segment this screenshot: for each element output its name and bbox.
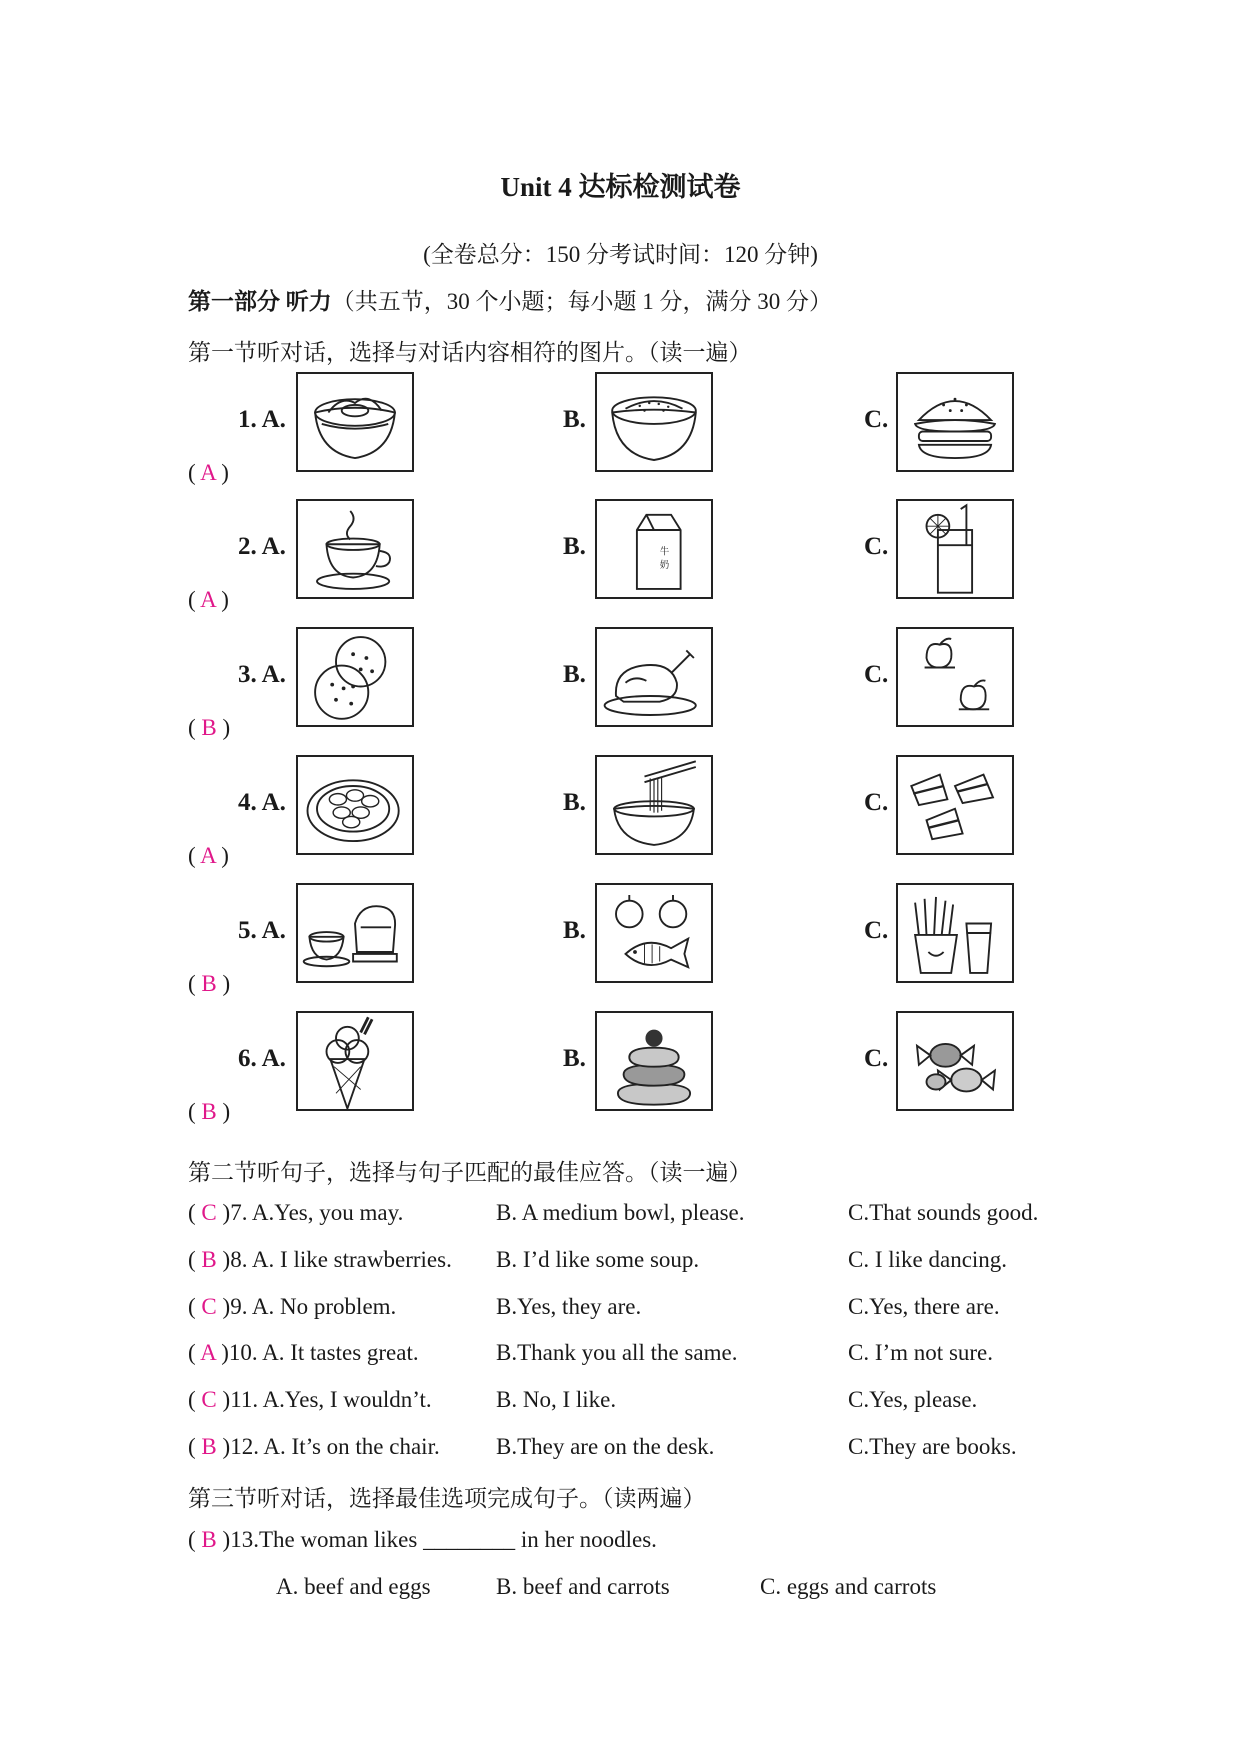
- paren-close: ): [216, 1387, 231, 1413]
- paren-close: ): [215, 460, 229, 485]
- option-13-b: B. beef and carrots: [496, 1574, 670, 1599]
- paren-close: ): [216, 1293, 231, 1319]
- question-13-stem: 13.The woman likes ________ in her noodles.: [230, 1527, 657, 1552]
- option-6-b-label: B.: [563, 1045, 586, 1072]
- paren-open: (: [188, 1099, 202, 1124]
- oranges-and-fish-icon: [595, 883, 713, 983]
- section3-heading: 第三节听对话，选择最佳选项完成句子。（读两遍）: [188, 1486, 706, 1511]
- dumplings-icon: [296, 755, 414, 855]
- paren-close: ): [215, 843, 229, 868]
- answer-5: B: [201, 971, 217, 996]
- paren-open: (: [188, 843, 201, 868]
- tea-and-bread-icon: [296, 883, 414, 983]
- paren-close: ): [216, 1527, 231, 1552]
- option-3-b-label: B.: [563, 661, 586, 688]
- milk-carton-icon: [595, 499, 713, 599]
- answer-6: B: [201, 1099, 217, 1124]
- sandwiches-icon: [896, 755, 1014, 855]
- answer-slot-2: [188, 587, 229, 613]
- option-a: 11. A.Yes, I wouldn’t.: [230, 1387, 432, 1413]
- option-7-b: B. A medium bowl, please.: [496, 1200, 745, 1225]
- answer-10: A: [200, 1340, 216, 1366]
- option-7-c: C.That sounds good.: [848, 1200, 1039, 1225]
- answer-11: C: [201, 1387, 217, 1413]
- svg-text:牛: 牛: [659, 546, 670, 558]
- ice-cream-icon: [296, 1011, 414, 1111]
- page-title: Unit 4 达标检测试卷: [500, 172, 741, 202]
- paren-open: (: [188, 1434, 202, 1459]
- noodles-chopsticks-icon: [595, 755, 713, 855]
- svg-text:奶: 奶: [659, 560, 670, 571]
- answer-slot-1: [188, 460, 229, 486]
- question-9: [188, 1294, 396, 1320]
- paren-open: (: [188, 1293, 202, 1319]
- paren-open: (: [188, 1340, 201, 1366]
- candies-icon: [896, 1011, 1014, 1111]
- paren-close: ): [216, 1434, 231, 1459]
- question-6-number: 6. A.: [238, 1045, 286, 1072]
- question-3-number: 3. A.: [238, 661, 286, 688]
- paren-open: (: [188, 1246, 202, 1272]
- option-8-b: B. I’d like some soup.: [496, 1246, 700, 1272]
- answer-3: B: [201, 715, 217, 740]
- option-a: 9. A. No problem.: [230, 1293, 397, 1319]
- option-9-b: B.Yes, they are.: [496, 1293, 642, 1319]
- paren-open: (: [188, 1527, 202, 1552]
- answer-8: B: [201, 1246, 217, 1272]
- section2-heading: 第二节听句子，选择与句子匹配的最佳应答。（读一遍）: [188, 1160, 752, 1185]
- option-4-b-label: B.: [563, 789, 586, 816]
- option-4-c-label: C.: [864, 789, 889, 816]
- roast-chicken-icon: [595, 627, 713, 727]
- answer-7: C: [201, 1200, 217, 1225]
- part1-heading: [188, 283, 832, 316]
- option-12-b: B.They are on the desk.: [496, 1434, 715, 1459]
- paren-close: ): [216, 1246, 231, 1272]
- option-3-c-label: C.: [864, 661, 889, 688]
- answer-slot-5: [188, 971, 230, 997]
- option-11-b: B. No, I like.: [496, 1387, 617, 1413]
- option-5-b-label: B.: [563, 917, 586, 944]
- fries-and-drink-icon: [896, 883, 1014, 983]
- option-a: 8. A. I like strawberries.: [230, 1246, 452, 1272]
- part1-desc: （共五节，30 个小题；每小题 1 分，满分 30 分）: [331, 289, 832, 314]
- option-a: 12. A. It’s on the chair.: [230, 1434, 440, 1459]
- answer-2: A: [200, 587, 216, 612]
- rice-bowl-icon: [595, 372, 713, 472]
- option-1-c-label: C.: [864, 406, 889, 433]
- option-11-c: C.Yes, please.: [848, 1387, 978, 1413]
- option-a: 10. A. It tastes great.: [228, 1340, 419, 1366]
- peaches-icon: [896, 627, 1014, 727]
- noodle-bowl-icon: [296, 372, 414, 472]
- cake-icon: [595, 1011, 713, 1111]
- exam-info: (全卷总分：150 分考试时间：120 分钟): [423, 242, 818, 267]
- paren-close: ): [216, 1099, 231, 1124]
- paren-close: ): [216, 971, 231, 996]
- question-12: [188, 1434, 440, 1460]
- question-11: [188, 1387, 432, 1413]
- paren-open: (: [188, 971, 202, 996]
- option-1-b-label: B.: [563, 406, 586, 433]
- answer-1: A: [200, 460, 216, 485]
- question-10: [188, 1340, 419, 1366]
- hamburger-icon: [896, 372, 1014, 472]
- question-2-number: 2. A.: [238, 533, 286, 560]
- option-2-b-label: B.: [563, 533, 586, 560]
- paren-open: (: [188, 460, 201, 485]
- question-13: [188, 1527, 657, 1553]
- paren-open: (: [188, 1200, 202, 1225]
- section1-heading: 第一节听对话，选择与对话内容相符的图片。（读一遍）: [188, 340, 752, 365]
- option-a: 7. A.Yes, you may.: [230, 1200, 404, 1225]
- answer-slot-6: [188, 1099, 230, 1125]
- answer-4: A: [200, 843, 216, 868]
- cookies-icon: [296, 627, 414, 727]
- tea-cup-icon: [296, 499, 414, 599]
- option-10-b: B.Thank you all the same.: [496, 1340, 738, 1366]
- question-4-number: 4. A.: [238, 789, 286, 816]
- question-5-number: 5. A.: [238, 917, 286, 944]
- answer-9: C: [201, 1293, 217, 1319]
- option-8-c: C. I like dancing.: [848, 1246, 1008, 1272]
- answer-slot-4: [188, 843, 229, 869]
- option-13-a: A. beef and eggs: [276, 1574, 431, 1599]
- paren-close: ): [216, 1200, 231, 1225]
- question-8: [188, 1247, 452, 1273]
- option-5-c-label: C.: [864, 917, 889, 944]
- paren-close: ): [215, 1340, 229, 1366]
- option-13-c: C. eggs and carrots: [760, 1574, 937, 1599]
- juice-glass-icon: [896, 499, 1014, 599]
- option-9-c: C.Yes, there are.: [848, 1293, 1000, 1319]
- answer-slot-3: [188, 715, 230, 741]
- answer-12: B: [201, 1434, 217, 1459]
- paren-close: ): [215, 587, 229, 612]
- paren-open: (: [188, 1387, 202, 1413]
- part1-title: 第一部分 听力: [188, 289, 332, 314]
- paren-close: ): [216, 715, 231, 740]
- question-7: [188, 1200, 403, 1226]
- answer-13: B: [201, 1527, 217, 1552]
- question-1-number: 1. A.: [238, 406, 286, 433]
- paren-open: (: [188, 715, 202, 740]
- paren-open: (: [188, 587, 201, 612]
- option-10-c: C. I’m not sure.: [848, 1340, 994, 1366]
- option-6-c-label: C.: [864, 1045, 889, 1072]
- option-12-c: C.They are books.: [848, 1434, 1017, 1459]
- option-2-c-label: C.: [864, 533, 889, 560]
